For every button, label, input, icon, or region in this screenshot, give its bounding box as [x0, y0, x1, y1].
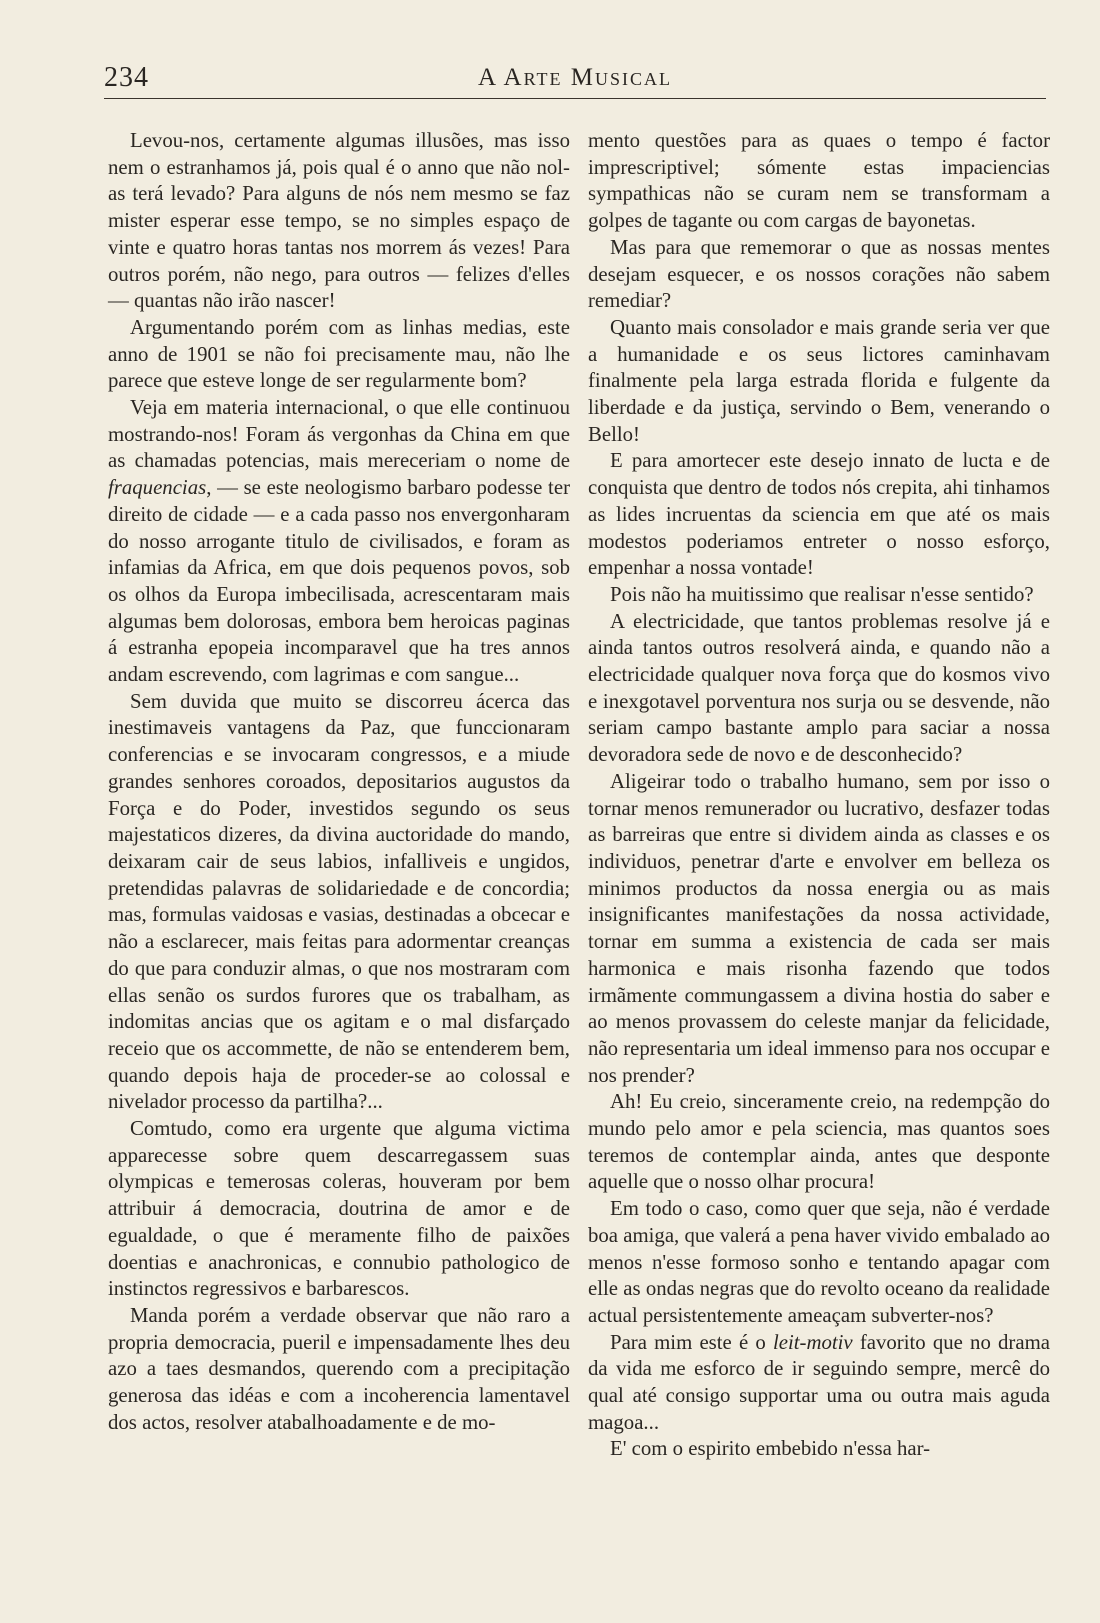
- paragraph: A electricidade, que tantos problemas resolve já e ainda tantos outros resolverá ainda, e quando não a electricidade qualquer nova força que do kosmos vivo e inexgotavel porventura nos surja ou se desvende, não seriam campo bastante amplo para saciar a nossa devoradora sede de novo e de desconhecido?: [588, 609, 1050, 767]
- page-header: [104, 58, 1046, 99]
- paragraph: Aligeirar todo o trabalho humano, sem por isso o tornar menos remunerador ou lucrativo, desfazer todas as barreiras que entre si dividem ainda as classes e os individuos, penetrar d'arte e envolver em belleza os minimos productos da nossa energia ou as mais insignificantes manifestações da nossa actividade, tornar em summa a existencia de cada ser mais harmonica e mais risonha fazendo que todos irmãmente commungassem a divina hostia do saber e ao menos provassem do celeste manjar da felicidade, não representaria um ideal immenso para nos occupar e nos prender?: [588, 769, 1050, 1087]
- paragraph: Sem duvida que muito se discorreu ácerca das inestimaveis vantagens da Paz, que funccionaram conferencias e se invocaram congressos, e a miude grandes senhores coroados, depositarios augustos da Força e do Poder, investidos segundo os seus majestaticos dizeres, da divina auctoridade do mando, deixaram cair de seus labios, infalliveis e ungidos, pretendidas palavras de solidariedade e de concordia; mas, formulas vaidosas e vasias, destinadas a obcecar e não a esclarecer, mais feitas para adormentar creanças do que para conduzir almas, o que nos mostraram com ellas senão os surdos furores que os trabalham, as indomitas ancias que os agitam e o mal disfarçado receio que os accommette, de não se entenderem bem, quando depois haja de proceder-se ao colossal e nivelador processo da partilha?...: [108, 689, 570, 1114]
- paragraph: Em todo o caso, como quer que seja, não é verdade boa amiga, que valerá a pena haver vivido embalado ao menos n'esse formoso sonho e tentando apagar com elle as ondas negras que do revolto oceano da realidade actual persistentemente ameaçam subverter-nos?: [588, 1197, 1050, 1327]
- right-column: [588, 128, 1050, 1463]
- paragraph-continued: mento questões para as quaes o tempo é factor imprescriptivel; sómente estas impaciencias sympathicas não se curam nem se transformam a golpes de tagante ou com cargas de bayonetas.: [588, 129, 1050, 233]
- paragraph: Comtudo, como era urgente que alguma victima apparecesse sobre quem descarregassem suas olympicas e temerosas coleras, houveram por bem attribuir á democracia, doutrina de amor e de egualdade, o que é meramente filho de paixões doentias e anachronicas, e connubio pathologico de instinctos regressivos e barbarescos.: [108, 1117, 570, 1301]
- paragraph: E' com o espirito embebido n'essa har-: [610, 1437, 931, 1461]
- running-title: A Arte Musical: [478, 64, 672, 91]
- paragraph: Veja em materia internacional, o que elle continuou mostrando-nos! Foram ás vergonhas da China em que as chamadas potencias, mais mereceriam o nome de fraquencias, — se este neologismo barbaro podesse ter direito de cidade — e a cada passo nos envergonharam do nosso arrogante titulo de civilisados, e foram as infamias da Africa, em que dois pequenos povos, sob os olhos da Europa imbecilisada, acrescentaram mais algumas bem dolorosas, embora bem heroicas paginas á estranha epopeia incomparavel que ha tres annos andam escrevendo, com lagrimas e com sangue...: [108, 396, 570, 687]
- paragraph: Mas para que rememorar o que as nossas mentes desejam esquecer, e os nossos corações não sabem remediar?: [588, 235, 1050, 313]
- paragraph: Pois não ha muitissimo que realisar n'esse sentido?: [610, 582, 1034, 606]
- page-number: 234: [104, 62, 149, 93]
- paragraph: E para amortecer este desejo innato de lucta e de conquista que dentro de todos nós crepita, ahi tinhamos as lides incruentas da sciencia em que até os mais modestos poderiamos entreter o nosso esforço, empenhar a nossa vontade!: [588, 449, 1050, 580]
- paragraph: Manda porém a verdade observar que não raro a propria democracia, pueril e impensadamente lhes deu azo a taes desmandos, querendo com a precipitação generosa das idéas e com a incoherencia lamentavel dos actos, resolver atabalhoadamente e de mo-: [108, 1303, 570, 1434]
- left-column: [108, 128, 570, 1436]
- paragraph: Argumentando porém com as linhas medias, este anno de 1901 se não foi precisamente mau, não lhe parece que esteve longe de ser regularmente bom?: [108, 315, 570, 393]
- paragraph: Quanto mais consolador e mais grande seria ver que a humanidade e os seus lictores caminhavam finalmente pela larga estrada florida e fulgente da liberdade e da justiça, servindo o Bem, venerando o Bello!: [588, 315, 1050, 446]
- paragraph: Levou-nos, certamente algumas illusões, mas isso nem o estranhamos já, pois qual é o anno que não nol-as terá levado? Para alguns de nós nem mesmo se faz mister esperar esse tempo, se no simples espaço de vinte e quatro horas tantas nos morrem ás vezes! Para outros porém, não nego, para outros — felizes d'elles — quantas não irão nascer!: [108, 129, 570, 313]
- paragraph: Para mim este é o leit-motiv favorito que no drama da vida me esforco de ir seguindo sempre, mercê do qual até consigo supportar uma ou outra mais aguda magoa...: [588, 1330, 1050, 1434]
- paragraph: Ah! Eu creio, sinceramente creio, na redempção do mundo pelo amor e pela sciencia, mas quantos soes teremos de contemplar ainda, antes que desponte aquelle que o nosso olhar procura!: [588, 1090, 1050, 1194]
